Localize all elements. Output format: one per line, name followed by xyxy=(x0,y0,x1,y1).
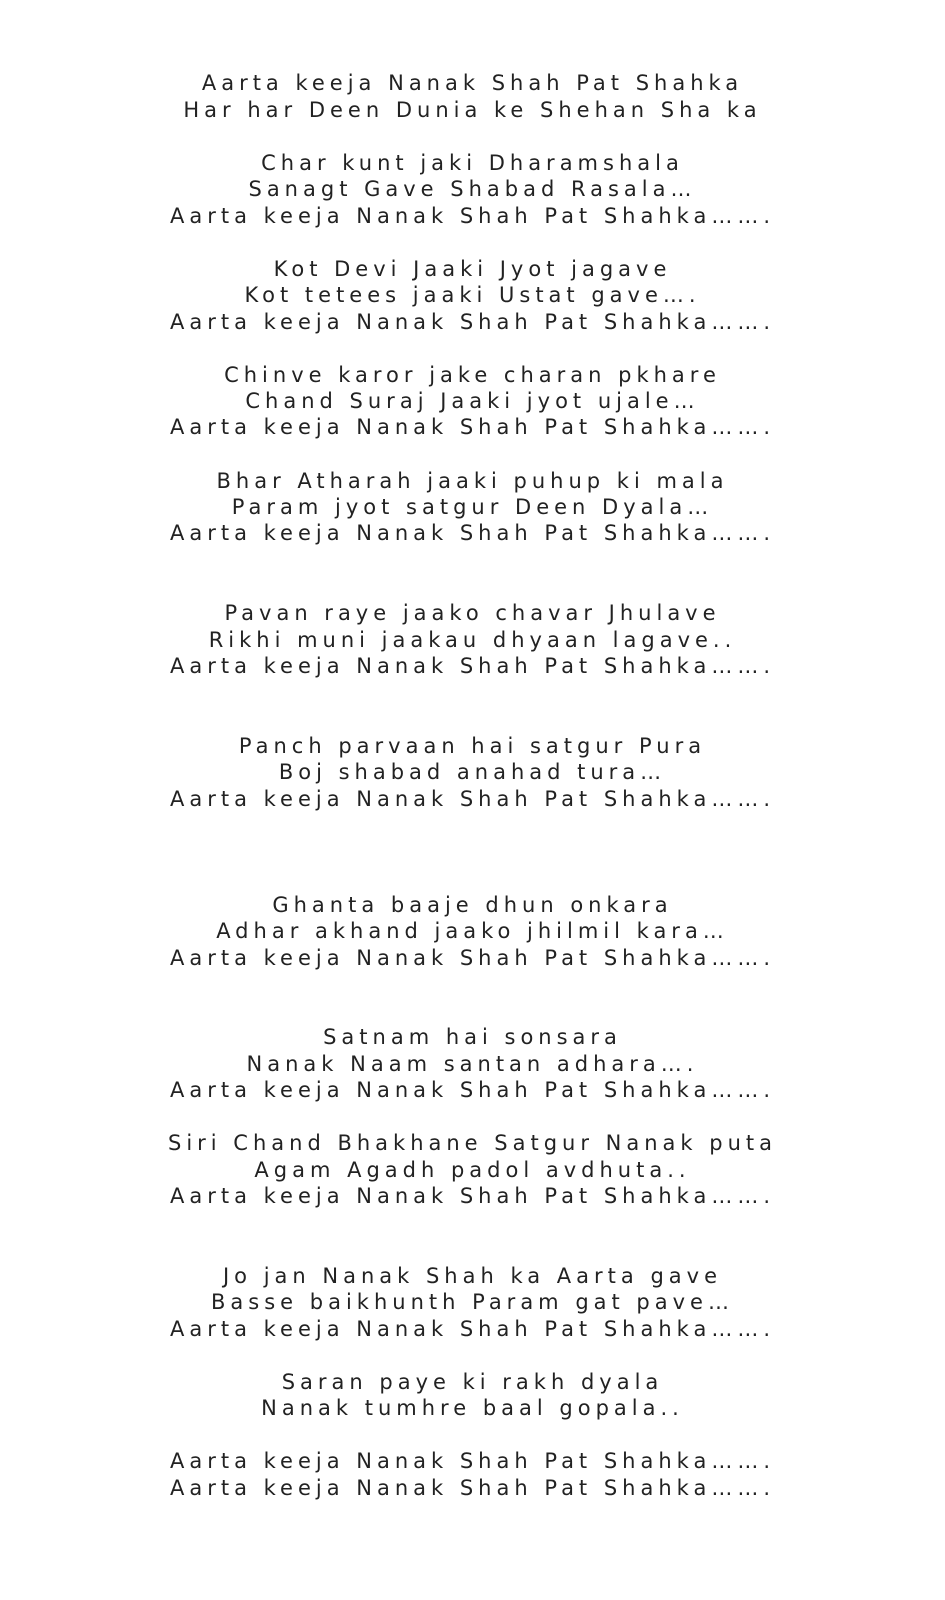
lyric-line: Bhar Atharah jaaki puhup ki mala xyxy=(216,469,729,493)
lyric-line: Adhar akhand jaako jhilmil kara… xyxy=(216,919,729,943)
lyric-line: Aarta keeja Nanak Shah Pat Shahka……. xyxy=(169,1317,775,1341)
lyric-line: Aarta keeja Nanak Shah Pat Shahka……. xyxy=(169,521,775,545)
lyric-line: Aarta keeja Nanak Shah Pat Shahka……. xyxy=(169,1449,775,1473)
lyric-line: Aarta keeja Nanak Shah Pat Shahka……. xyxy=(169,654,775,678)
lyric-line: Rikhi muni jaakau dhyaan lagave.. xyxy=(208,628,737,652)
lyric-line: Aarta keeja Nanak Shah Pat Shahka……. xyxy=(169,1184,775,1208)
lyric-line: Pavan raye jaako chavar Jhulave xyxy=(224,601,721,625)
lyric-line: Jo jan Nanak Shah ka Aarta gave xyxy=(222,1264,723,1288)
lyric-line: Aarta keeja Nanak Shah Pat Shahka……. xyxy=(169,415,775,439)
lyric-line: Aarta keeja Nanak Shah Pat Shahka……. xyxy=(169,787,775,811)
lyric-line: Aarta keeja Nanak Shah Pat Shahka……. xyxy=(169,946,775,970)
lyric-line: Aarta keeja Nanak Shah Pat Shahka……. xyxy=(169,1078,775,1102)
lyric-line: Satnam hai sonsara xyxy=(323,1025,622,1049)
lyric-line: Boj shabad anahad tura… xyxy=(278,760,667,784)
lyric-line: Chinve karor jake charan pkhare xyxy=(224,363,721,387)
lyric-line: Siri Chand Bhakhane Satgur Nanak puta xyxy=(167,1131,777,1155)
lyric-line: Param jyot satgur Deen Dyala… xyxy=(231,495,714,519)
lyric-line: Aarta keeja Nanak Shah Pat Shahka……. xyxy=(169,204,775,228)
lyric-line: Aarta keeja Nanak Shah Pat Shahka xyxy=(201,71,744,95)
lyric-line: Har har Deen Dunia ke Shehan Sha ka xyxy=(183,98,762,122)
lyric-line: Aarta keeja Nanak Shah Pat Shahka……. xyxy=(169,1476,775,1500)
lyric-line: Kot tetees jaaki Ustat gave…. xyxy=(244,283,701,307)
lyric-line: Kot Devi Jaaki Jyot jagave xyxy=(273,257,672,281)
lyric-line: Basse baikhunth Param gat pave… xyxy=(211,1290,734,1314)
lyric-line: Nanak Naam santan adhara…. xyxy=(246,1052,699,1076)
lyric-line: Panch parvaan hai satgur Pura xyxy=(238,734,707,758)
lyric-line: Nanak tumhre baal gopala.. xyxy=(261,1396,684,1420)
lyric-line: Saran paye ki rakh dyala xyxy=(281,1370,664,1394)
lyric-line: Chand Suraj Jaaki jyot ujale… xyxy=(245,389,700,413)
lyric-line: Char kunt jaki Dharamshala xyxy=(261,151,684,175)
lyric-line: Aarta keeja Nanak Shah Pat Shahka……. xyxy=(169,310,775,334)
lyric-line: Ghanta baaje dhun onkara xyxy=(272,893,673,917)
lyric-line: Sanagt Gave Shabad Rasala… xyxy=(248,177,697,201)
lyric-line: Agam Agadh padol avdhuta.. xyxy=(254,1158,691,1182)
